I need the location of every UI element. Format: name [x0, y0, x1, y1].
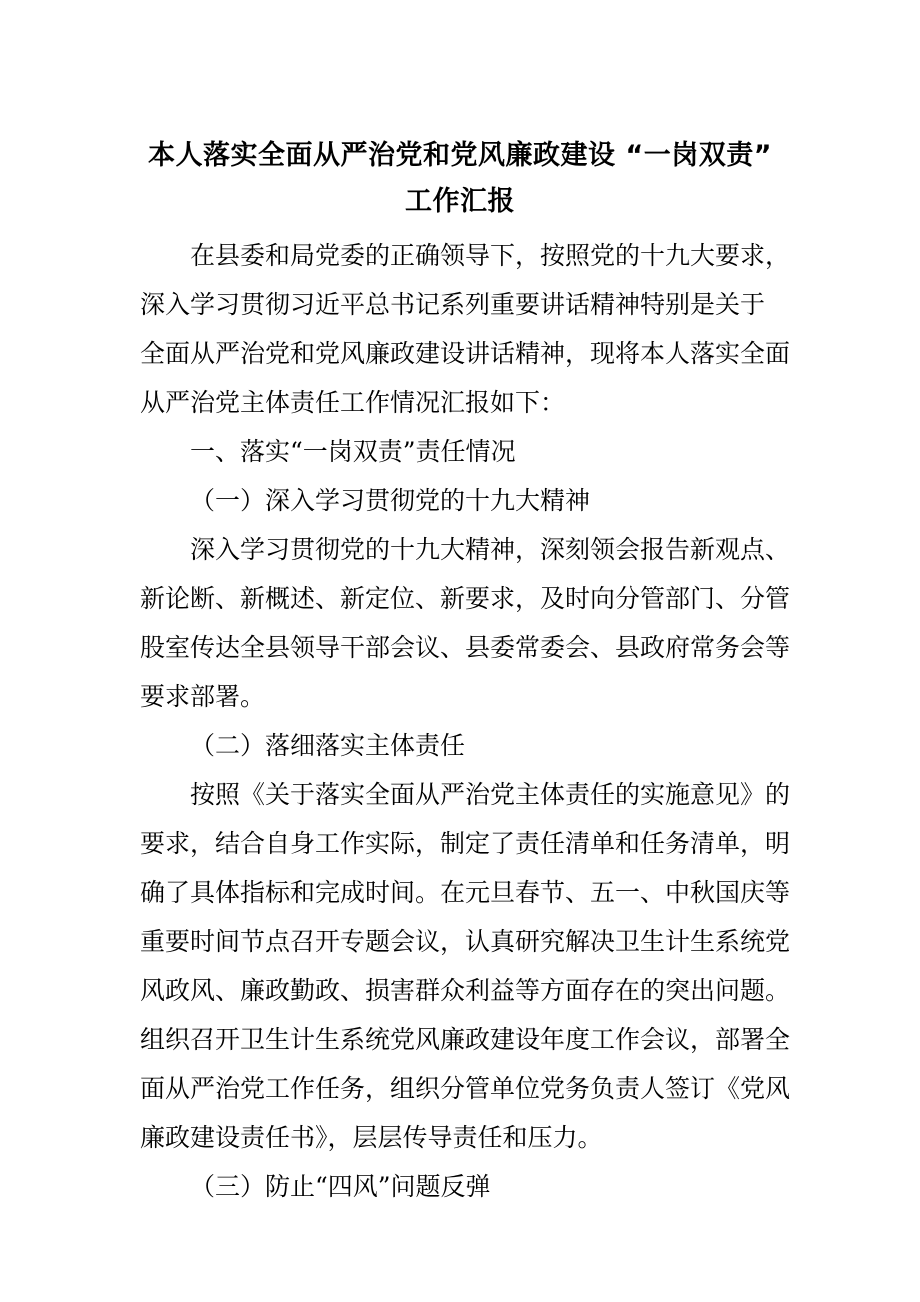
subsection-heading-2: （二）落细落实主体责任: [190, 731, 466, 760]
document-title-line-2: 工作汇报: [405, 186, 515, 217]
paragraph-2-line-5: 风政风、廉政勤政、损害群众利益等方面存在的突出问题。: [140, 976, 791, 1005]
paragraph-1-line-4: 要求部署。: [140, 682, 266, 711]
paragraph-intro-line-2: 深入学习贯彻习近平总书记系列重要讲话精神特别是关于: [140, 290, 766, 319]
paragraph-1-line-3: 股室传达全县领导干部会议、县委常委会、县政府常务会等: [140, 633, 791, 662]
document-title-line-1: 本人落实全面从严治党和党风廉政建设 “一岗双责”: [148, 140, 772, 171]
paragraph-2-line-3: 确了具体指标和完成时间。在元旦春节、五一、中秋国庆等: [140, 878, 791, 907]
paragraph-intro-line-4: 从严治党主体责任工作情况汇报如下：: [140, 388, 566, 417]
paragraph-2-line-8: 廉政建设责任书》，层层传导责任和压力。: [140, 1123, 603, 1152]
subsection-heading-3: （三）防止“四风”问题反弹: [190, 1172, 491, 1201]
paragraph-2-line-2: 要求，结合自身工作实际，制定了责任清单和任务清单，明: [140, 829, 791, 858]
paragraph-intro-line-3: 全面从严治党和党风廉政建设讲话精神，现将本人落实全面: [140, 339, 791, 368]
paragraph-1-line-1: 深入学习贯彻党的十九大精神，深刻领会报告新观点、: [190, 535, 791, 564]
section-heading-1: 一、落实“一岗双责”责任情况: [190, 437, 516, 466]
paragraph-2-line-1: 按照《关于落实全面从严治党主体责任的实施意见》的: [190, 780, 791, 809]
paragraph-intro-line-1: 在县委和局党委的正确领导下，按照党的十九大要求，: [190, 241, 791, 270]
paragraph-2-line-6: 组织召开卫生计生系统党风廉政建设年度工作会议，部署全: [140, 1025, 791, 1054]
paragraph-2-line-7: 面从严治党工作任务，组织分管单位党务负责人签订《党风: [140, 1074, 791, 1103]
paragraph-2-line-4: 重要时间节点召开专题会议，认真研究解决卫生计生系统党: [140, 927, 791, 956]
paragraph-1-line-2: 新论断、新概述、新定位、新要求，及时向分管部门、分管: [140, 584, 791, 613]
subsection-heading-1: （一）深入学习贯彻党的十九大精神: [190, 486, 591, 515]
